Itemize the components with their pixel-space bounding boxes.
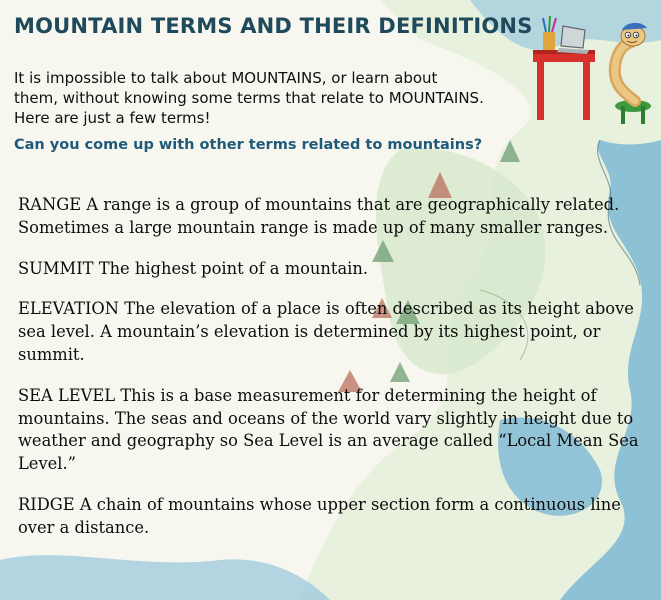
term-definition: A range is a group of mountains that are geographically related. Sometimes a large mountain range is made up of many smaller ranges.: [18, 195, 620, 237]
term-name: SUMMIT: [18, 258, 94, 278]
term-name: RIDGE: [18, 494, 75, 514]
intro-line: It is impossible to talk about MOUNTAINS, or learn about: [14, 69, 438, 87]
term-elevation: [18, 298, 658, 366]
term-name: ELEVATION: [18, 299, 119, 319]
term-definition: The highest point of a mountain.: [98, 258, 369, 278]
term-definition: This is a base measurement for determining the height of mountains. The seas and oceans of the world vary slightly in height due to weather and geography so Sea Level is an average called “Local Mean Sea Level.”: [18, 385, 639, 474]
term-definition: A chain of mountains whose upper section form a continuous line over a distance.: [18, 494, 621, 537]
term-ridge: [18, 494, 658, 540]
intro-line: them, without knowing some terms that relate to MOUNTAINS.: [14, 89, 484, 107]
prompt-question: Can you come up with other terms related to mountains?: [14, 137, 483, 153]
term-name: RANGE: [18, 195, 82, 214]
term-range: [18, 194, 658, 240]
intro-paragraph: [14, 68, 534, 128]
worm-at-desk-illustration: [527, 6, 657, 134]
term-name: SEA LEVEL: [18, 385, 116, 405]
intro-line: Here are just a few terms!: [14, 109, 211, 127]
terms-list: [18, 194, 658, 558]
term-sea-level: [18, 385, 658, 476]
page-title: MOUNTAIN TERMS AND THEIR DEFINITIONS: [14, 14, 533, 38]
term-summit: [18, 258, 658, 281]
term-definition: The elevation of a place is often described as its height above sea level. A mountain’s elevation is determined by its highest point, or summit.: [18, 299, 634, 364]
